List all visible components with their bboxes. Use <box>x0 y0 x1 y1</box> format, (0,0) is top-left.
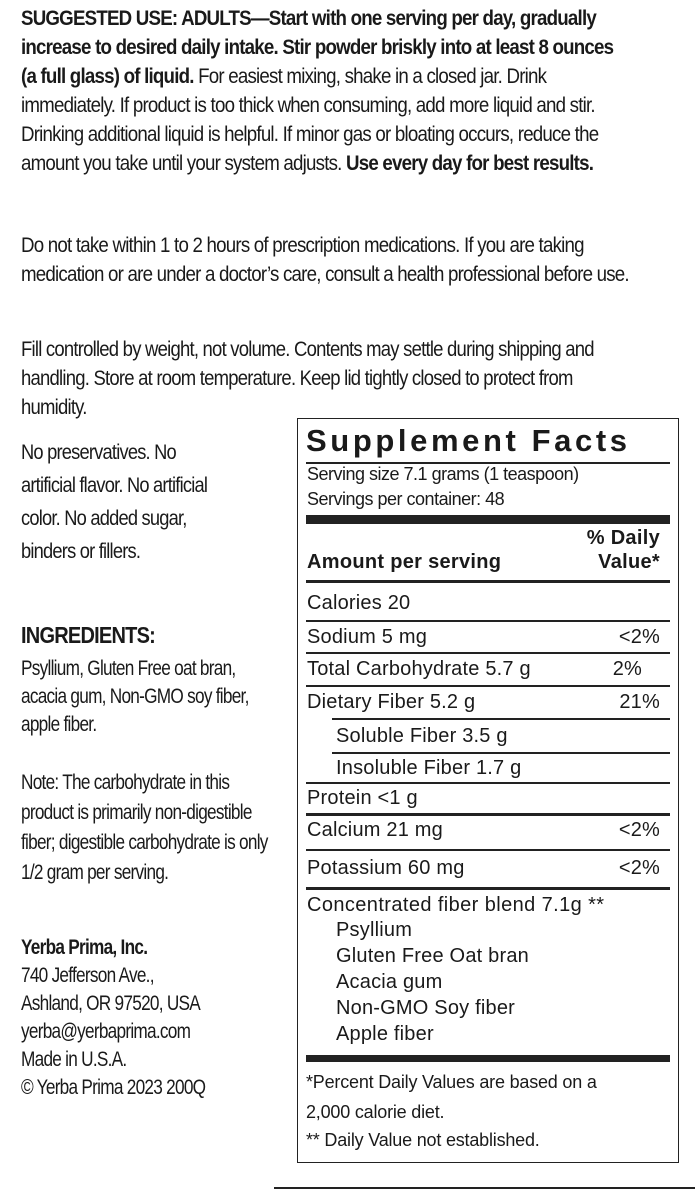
facts-row-dietary-fiber <box>307 689 660 715</box>
row-divider <box>332 718 670 720</box>
footnote-not-established: ** Daily Value not established. <box>306 1130 540 1150</box>
row-label: Calcium 21 mg <box>307 819 443 841</box>
facts-row-potassium <box>307 855 660 881</box>
blend-item: Psyllium <box>336 919 413 941</box>
footnote-daily-values-line1: *Percent Daily Values are based on a <box>306 1072 597 1092</box>
facts-row-protein <box>307 785 660 811</box>
serving-size: Serving size 7.1 grams (1 teaspoon) <box>307 464 579 484</box>
ingredients-heading: INGREDIENTS: <box>21 622 156 648</box>
fill-note: Fill controlled by weight, not volume. Contents may settle during shipping and handling. Store at room temperature. Keep lid tightly closed to protect from humidity. <box>21 337 594 419</box>
facts-row-total-carbohydrate <box>307 656 660 682</box>
facts-row-soluble-fiber <box>336 723 660 749</box>
row-divider <box>332 752 670 754</box>
row-label: Dietary Fiber 5.2 g <box>307 691 476 713</box>
blend-item: Apple fiber <box>336 1023 434 1045</box>
suggested-use-bold-text: Start with one serving per day, gradually increase to desired daily intake. Stir powder briskly into at least 8 ounces (a full glass) of liquid. <box>21 6 614 88</box>
supplement-facts-panel <box>297 418 679 1163</box>
thick-divider <box>306 515 670 524</box>
row-divider <box>306 887 670 890</box>
facts-row-insoluble-fiber <box>336 755 660 781</box>
suggested-use-paragraph <box>21 4 630 178</box>
dv-label-line1: % Daily <box>586 527 660 549</box>
copyright: © Yerba Prima 2023 200Q <box>21 1076 206 1099</box>
row-pct: 2% <box>612 658 642 680</box>
blend-item: Non-GMO Soy fiber <box>336 997 516 1019</box>
amount-per-serving-label: Amount per serving <box>307 551 502 573</box>
blend-item: Gluten Free Oat bran <box>336 945 529 967</box>
facts-title: Supplement Facts <box>306 423 631 458</box>
free-from-statement: No preservatives. No artificial flavor. No artificial color. No added sugar, binders or fillers. <box>21 441 208 563</box>
ingredients-list: Psyllium, Gluten Free oat bran, acacia gum, Non-GMO soy fiber, apple fiber. <box>21 657 249 736</box>
row-label: Potassium 60 mg <box>307 857 465 879</box>
row-label: Calories 20 <box>307 592 411 614</box>
row-divider <box>306 813 670 816</box>
facts-row-calcium <box>307 817 660 843</box>
suggested-use-text: For easiest mixing, shake in a closed jar. Drink immediately. If product is too thick when consuming, add more liquid and stir. Drinking additional liquid is helpful. If minor gas or bloating occurs, reduce the amount you take until your system adjusts. <box>21 64 599 175</box>
daily-value-header <box>587 526 660 574</box>
facts-row-fiber-blend: Concentrated fiber blend 7.1g ** <box>307 894 605 916</box>
row-label: Sodium 5 mg <box>307 626 428 648</box>
company-info <box>21 934 267 1102</box>
facts-row-calories <box>307 590 660 616</box>
row-divider <box>306 849 670 851</box>
company-address-line1: 740 Jefferson Ave., <box>21 964 154 987</box>
bottom-rule <box>274 1187 695 1189</box>
company-email: yerba@yerbaprima.com <box>21 1020 191 1043</box>
row-divider <box>306 782 670 784</box>
blend-item: Acacia gum <box>336 971 443 993</box>
servings-per-container: Servings per container: 48 <box>307 489 505 509</box>
row-pct: 21% <box>619 691 660 713</box>
row-label: Total Carbohydrate 5.7 g <box>307 658 531 680</box>
thick-divider <box>306 1055 670 1062</box>
facts-row-sodium <box>307 624 660 650</box>
carbohydrate-note: Note: The carbohydrate in this product is primarily non-digestible fiber; digestible carbohydrate is only 1/2 gram per serving. <box>21 771 268 884</box>
row-divider <box>306 652 670 654</box>
medication-warning: Do not take within 1 to 2 hours of prescription medications. If you are taking medication or are under a doctor’s care, consult a health professional before use. <box>21 233 629 286</box>
row-label: Soluble Fiber 3.5 g <box>336 725 508 747</box>
row-divider <box>306 685 670 687</box>
row-label: Protein <1 g <box>307 787 418 809</box>
row-divider <box>306 620 670 622</box>
row-pct: <2% <box>618 857 660 879</box>
company-name: Yerba Prima, Inc. <box>21 936 148 959</box>
suggested-use-heading: SUGGESTED USE: ADULTS— <box>21 6 269 30</box>
row-label: Insoluble Fiber 1.7 g <box>336 757 522 779</box>
row-pct: <2% <box>618 819 660 841</box>
suggested-use-bold-end: Use every day for best results. <box>346 151 594 175</box>
row-pct: <2% <box>618 626 660 648</box>
dv-label-line2: Value* <box>598 551 660 573</box>
footnote-daily-values-line2: 2,000 calorie diet. <box>306 1102 445 1122</box>
divider <box>306 580 670 583</box>
company-address-line2: Ashland, OR 97520, USA <box>21 992 201 1015</box>
made-in: Made in U.S.A. <box>21 1048 127 1071</box>
